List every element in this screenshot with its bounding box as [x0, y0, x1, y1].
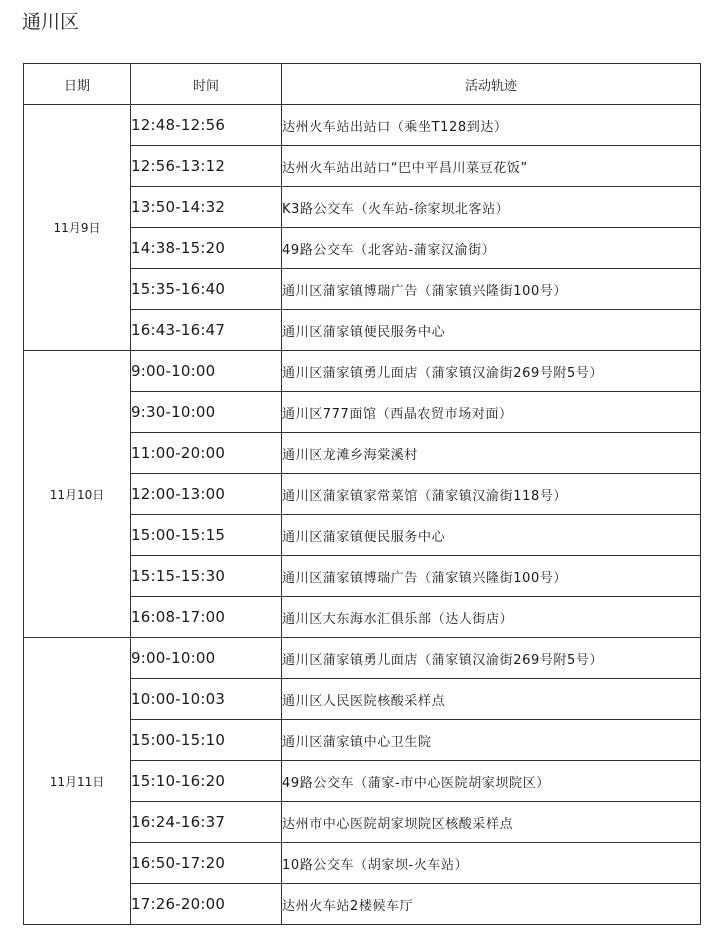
activity-cell: 达州市中心医院胡家坝院区核酸采样点 [282, 802, 701, 843]
activity-cell: 通川区蒲家镇勇儿面店（蒲家镇汉渝街269号附5号） [282, 638, 701, 679]
activity-cell: 通川区人民医院核酸采样点 [282, 679, 701, 720]
activity-cell: 达州火车站2楼候车厅 [282, 884, 701, 925]
activity-cell: 通川区蒲家镇博瑞广告（蒲家镇兴隆街100号） [282, 269, 701, 310]
activity-cell: K3路公交车（火车站-徐家坝北客站） [282, 187, 701, 228]
time-cell: 14:38-15:20 [131, 228, 282, 269]
time-cell: 17:26-20:00 [131, 884, 282, 925]
activity-cell: 通川区蒲家镇中心卫生院 [282, 720, 701, 761]
activity-cell: 通川区蒲家镇便民服务中心 [282, 515, 701, 556]
header-date: 日期 [24, 64, 131, 105]
activity-cell: 通川区蒲家镇家常菜馆（蒲家镇汉渝街118号） [282, 474, 701, 515]
activity-cell: 达州火车站出站口（乘坐T128到达） [282, 105, 701, 146]
activity-cell: 49路公交车（蒲家-市中心医院胡家坝院区） [282, 761, 701, 802]
activity-cell: 通川区蒲家镇便民服务中心 [282, 310, 701, 351]
time-cell: 12:00-13:00 [131, 474, 282, 515]
time-cell: 15:10-16:20 [131, 761, 282, 802]
table-header-row [24, 64, 701, 105]
header-time: 时间 [131, 64, 282, 105]
time-cell: 15:15-15:30 [131, 556, 282, 597]
time-cell: 9:30-10:00 [131, 392, 282, 433]
time-cell: 15:35-16:40 [131, 269, 282, 310]
activity-cell: 达州火车站出站口“巴中平昌川菜豆花饭” [282, 146, 701, 187]
time-cell: 16:50-17:20 [131, 843, 282, 884]
activity-cell: 通川区龙滩乡海棠溪村 [282, 433, 701, 474]
time-cell: 9:00-10:00 [131, 638, 282, 679]
time-cell: 13:50-14:32 [131, 187, 282, 228]
time-cell: 11:00-20:00 [131, 433, 282, 474]
date-cell: 11月10日 [24, 351, 131, 638]
activity-cell: 49路公交车（北客站-蒲家汉渝街） [282, 228, 701, 269]
table-row [24, 638, 701, 679]
time-cell: 12:56-13:12 [131, 146, 282, 187]
table-body [24, 105, 701, 925]
time-cell: 10:00-10:03 [131, 679, 282, 720]
time-cell: 15:00-15:15 [131, 515, 282, 556]
activity-cell: 通川区大东海水汇俱乐部（达人街店） [282, 597, 701, 638]
activity-cell: 通川区蒲家镇勇儿面店（蒲家镇汉渝街269号附5号） [282, 351, 701, 392]
table-row [24, 351, 701, 392]
time-cell: 15:00-15:10 [131, 720, 282, 761]
time-cell: 16:24-16:37 [131, 802, 282, 843]
date-cell: 11月11日 [24, 638, 131, 925]
page-title: 通川区 [22, 11, 80, 33]
time-cell: 9:00-10:00 [131, 351, 282, 392]
time-cell: 16:08-17:00 [131, 597, 282, 638]
table-row [24, 105, 701, 146]
date-cell: 11月9日 [24, 105, 131, 351]
time-cell: 16:43-16:47 [131, 310, 282, 351]
activity-cell: 10路公交车（胡家坝-火车站） [282, 843, 701, 884]
time-cell: 12:48-12:56 [131, 105, 282, 146]
activity-cell: 通川区蒲家镇博瑞广告（蒲家镇兴隆街100号） [282, 556, 701, 597]
itinerary-table [23, 63, 701, 925]
activity-cell: 通川区777面馆（西晶农贸市场对面） [282, 392, 701, 433]
header-activity: 活动轨迹 [282, 64, 701, 105]
